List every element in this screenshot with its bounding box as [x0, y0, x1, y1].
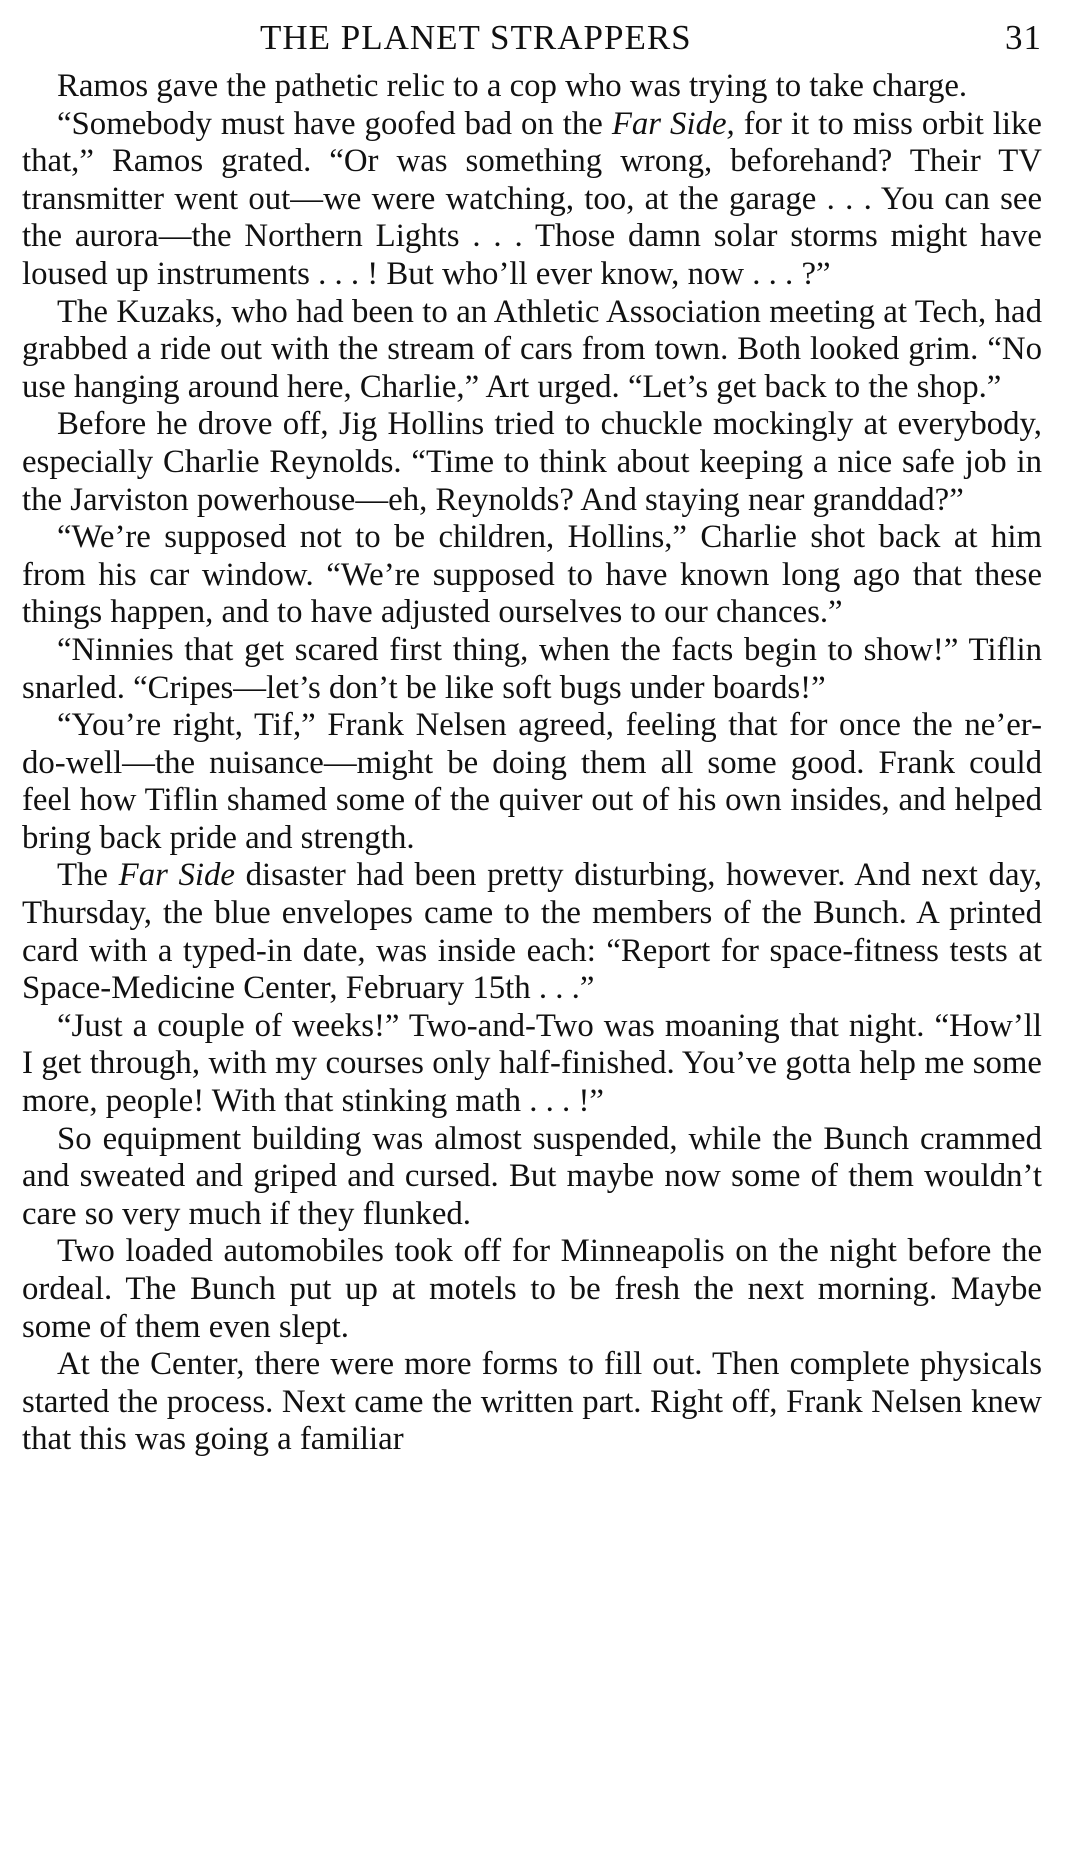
paragraph: “Ninnies that get scared first thing, when the facts begin to show!” Tiflin snarled. “Cripes—let’s don’t be like soft bugs under boards!”	[22, 631, 1042, 706]
paragraph: So equipment building was almost suspended, while the Bunch crammed and sweated and griped and cursed. But maybe now some of them wouldn’t care so very much if they flunked.	[22, 1120, 1042, 1232]
paragraph: Ramos gave the pathetic relic to a cop who was trying to take charge.	[57, 68, 968, 104]
paragraph: At the Center, there were more forms to fill out. Then complete physicals started the process. Next came the written part. Right off, Frank Nelsen knew that this was going a familiar	[22, 1346, 1042, 1458]
body-text	[22, 68, 1042, 1459]
ship-name: Far Side	[118, 857, 235, 894]
book-title: THE PLANET STRAPPERS	[260, 18, 692, 57]
paragraph: “You’re right, Tif,” Frank Nelsen agreed, feeling that for once the ne’er-do-well—the nuisance—might be doing them all some good. Frank could feel how Tiflin shamed some of the quiver out of his own insides, and helped bring back pride and strength.	[22, 707, 1042, 856]
paragraph: Two loaded automobiles took off for Minneapolis on the night before the ordeal. The Bunch put up at motels to be fresh the next morning. Maybe some of them even slept.	[22, 1233, 1042, 1345]
running-head	[22, 8, 1042, 68]
page-number: 31	[1005, 18, 1042, 57]
paragraph: The Kuzaks, who had been to an Athletic Association meeting at Tech, had grabbed a ride out with the stream of cars from town. Both looked grim. “No use hanging around here, Charlie,” Art urged. “Let’s get back to the shop.”	[22, 293, 1042, 405]
paragraph: “Somebody must have goofed bad on the Far Side, for it to miss orbit like that,” Ramos grated. “Or was something wrong, beforehand? Their TV transmitter went out—we were watching, too, at the garage . . . You can see the aurora—the Northern Lights . . . Those damn solar storms might have loused up instruments . . . ! But who’ll ever know, now . . . ?”	[22, 105, 1042, 292]
paragraph: “Just a couple of weeks!” Two-and-Two was moaning that night. “How’ll I get through, with my courses only half-finished. You’ve gotta help me some more, people! With that stinking math . . . !”	[22, 1007, 1042, 1120]
ship-name: Far Side,	[611, 105, 735, 142]
paragraph: “We’re supposed not to be children, Hollins,” Charlie shot back at him from his car window. “We’re supposed to have known long ago that these things happen, and to have adjusted ourselves to our chances.”	[22, 519, 1042, 631]
book-page	[22, 8, 1042, 1459]
paragraph: Before he drove off, Jig Hollins tried to chuckle mockingly at everybody, especially Charlie Reynolds. “Time to think about keeping a nice safe job in the Jarviston powerhouse—eh, Reynolds? And staying near granddad?”	[22, 406, 1042, 518]
paragraph: The Far Side disaster had been pretty disturbing, however. And next day, Thursday, the blue envelopes came to the members of the Bunch. A printed card with a typed-in date, was inside each: “Report for space-fitness tests at Space-Medicine Center, February 15th . . .”	[22, 857, 1042, 1007]
